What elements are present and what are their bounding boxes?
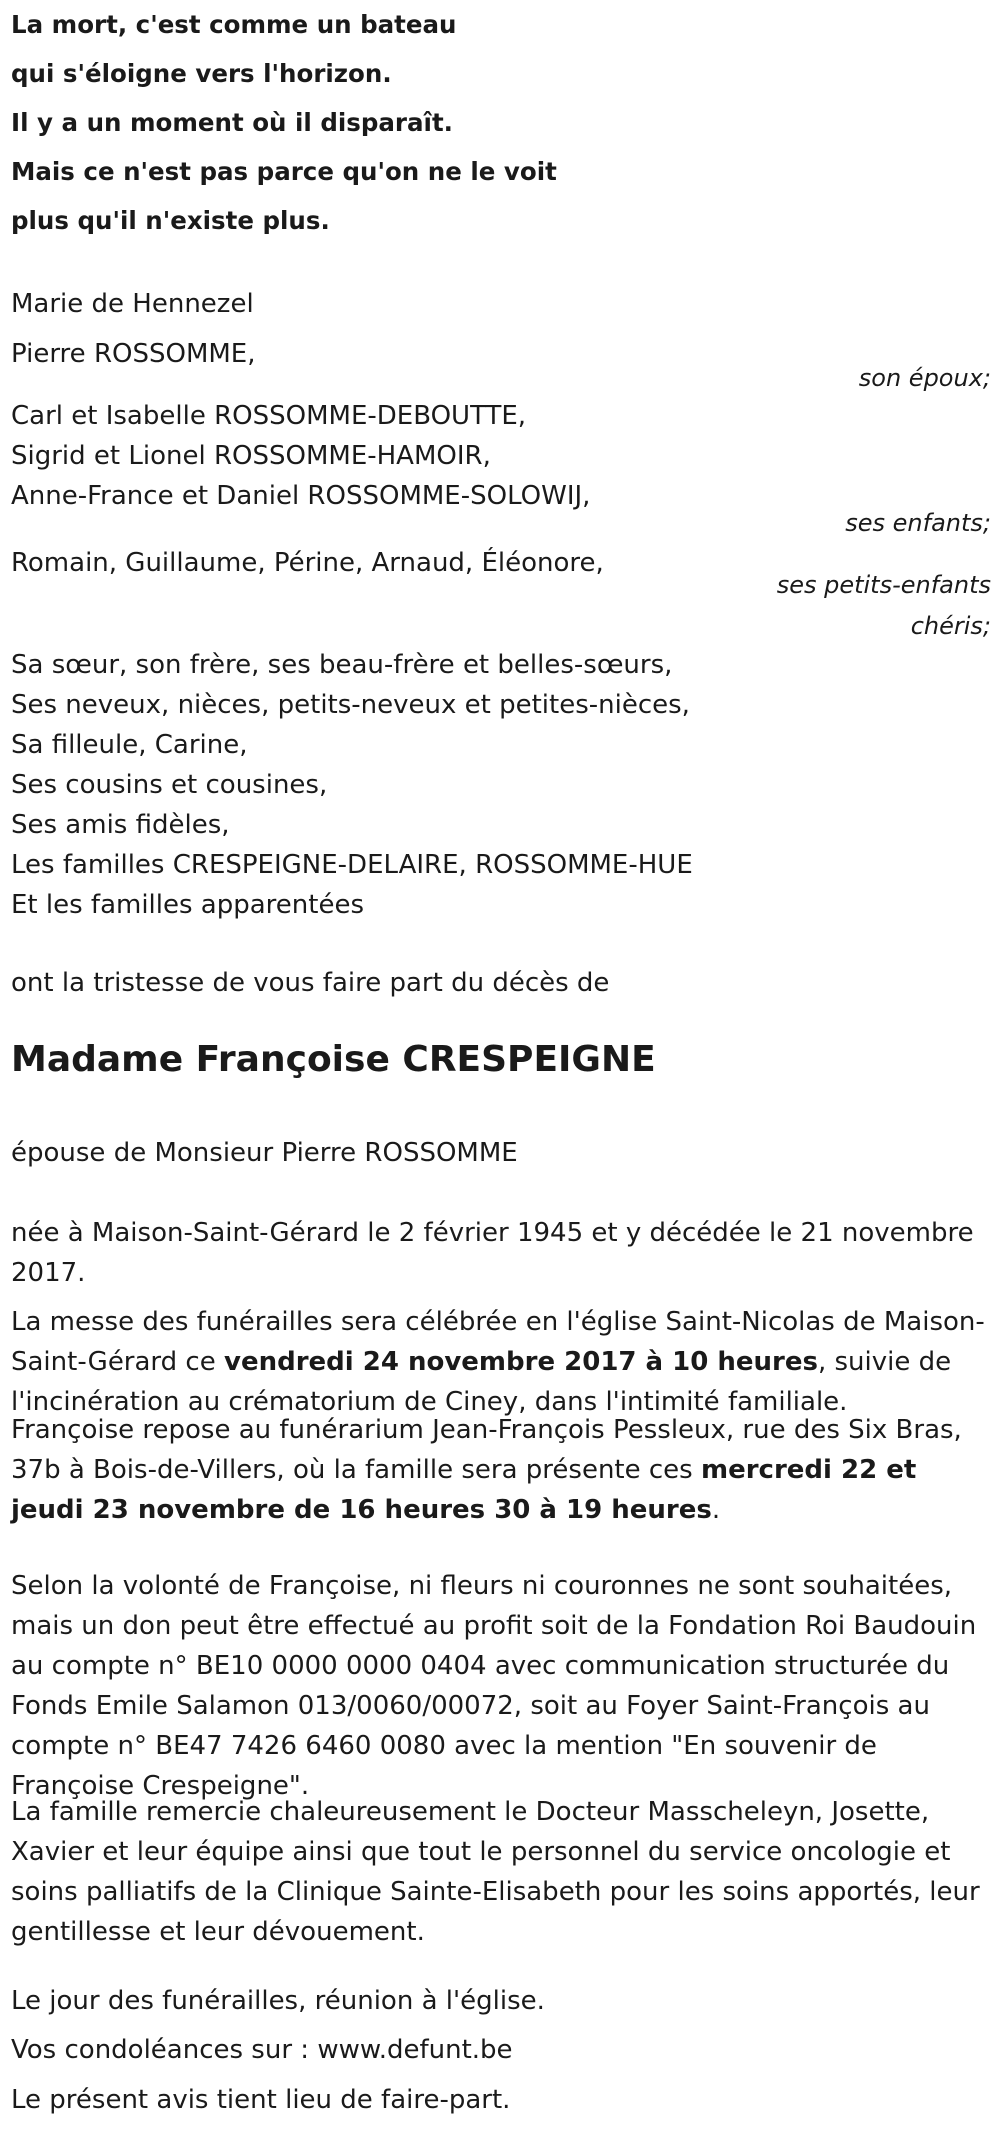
- friend-name: Marie de Hennezel: [11, 289, 254, 319]
- visitation-text: Françoise repose au funérarium Jean-François Pessleux, rue des Six Bras, 37b à Bois-de-Villers, où la famille sera présente ces: [11, 1415, 962, 1485]
- poem-line: Il y a un moment où il disparaît.: [11, 108, 453, 137]
- mass-paragraph: [11, 1302, 996, 1422]
- birth-death-paragraph: née à Maison-Saint-Gérard le 2 février 1945 et y décédée le 21 novembre 2017.: [11, 1218, 974, 1288]
- children-role: ses enfants;: [845, 509, 991, 537]
- child-line: Sigrid et Lionel ROSSOMME-HAMOIR,: [11, 441, 491, 471]
- visitation-text-end: .: [711, 1495, 721, 1525]
- visitation-paragraph: [11, 1410, 996, 1530]
- meeting-line: Le jour des funérailles, réunion à l'église.: [11, 1986, 545, 2016]
- deceased-name: Madame Françoise CRESPEIGNE: [11, 1039, 656, 1080]
- condolences-line: Vos condoléances sur : www.defunt.be: [11, 2035, 513, 2065]
- poem-line: La mort, c'est comme un bateau: [11, 10, 457, 39]
- family-line: Les familles CRESPEIGNE-DELAIRE, ROSSOMME-HUE: [11, 850, 693, 880]
- family-line: Sa sœur, son frère, ses beau-frère et belles-sœurs,: [11, 650, 673, 680]
- visitation-hours: mercredi 22 et jeudi 23 novembre de 16 heures 30 à 19 heures: [11, 1455, 917, 1525]
- family-line: Ses neveux, nièces, petits-neveux et petites-nièces,: [11, 690, 690, 720]
- poem-line: qui s'éloigne vers l'horizon.: [11, 59, 392, 88]
- spouse-role: son époux;: [858, 364, 991, 392]
- family-line: Ses amis fidèles,: [11, 810, 230, 840]
- flowers-paragraph: Selon la volonté de Françoise, ni fleurs ni couronnes ne sont souhaitées, mais un don peut être effectué au profit soit de la Fondation Roi Baudouin au compte n° BE10 0000 0000 0404 avec communication structurée du Fonds Emile Salamon 013/0060/00072, soit au Foyer Saint-François au compte n° BE47 7426 6460 0080 avec la mention "En souvenir de Françoise Crespeigne".: [11, 1571, 977, 1801]
- mass-date: vendredi 24 novembre 2017 à 10 heures: [224, 1347, 818, 1377]
- mass-text-end: , suivie de l'incinération au crématorium de Ciney, dans l'intimité familiale.: [11, 1347, 952, 1417]
- announcement: ont la tristesse de vous faire part du décès de: [11, 968, 610, 998]
- spouse-name: Pierre ROSSOMME,: [11, 339, 256, 369]
- family-line: Sa filleule, Carine,: [11, 730, 248, 760]
- family-line: Et les familles apparentées: [11, 890, 365, 920]
- grandchildren-role: chéris;: [910, 612, 991, 640]
- family-line: Ses cousins et cousines,: [11, 770, 328, 800]
- poem-line: plus qu'il n'existe plus.: [11, 206, 330, 235]
- grandchildren-role: ses petits-enfants: [776, 571, 991, 599]
- child-line: Carl et Isabelle ROSSOMME-DEBOUTTE,: [11, 401, 527, 431]
- grandchildren-names: Romain, Guillaume, Périne, Arnaud, Éléonore,: [11, 548, 604, 578]
- mass-text: La messe des funérailles sera célébrée en l'église Saint-Nicolas de Maison-Saint-Gérard ce: [11, 1307, 985, 1377]
- child-line: Anne-France et Daniel ROSSOMME-SOLOWIJ,: [11, 481, 591, 511]
- poem-line: Mais ce n'est pas parce qu'on ne le voit: [11, 157, 557, 186]
- thanks-paragraph: La famille remercie chaleureusement le Docteur Masscheleyn, Josette, Xavier et leur équipe ainsi que tout le personnel du service oncologie et soins palliatifs de la Clinique Sainte-Elisabeth pour les soins apportés, leur gentillesse et leur dévouement.: [11, 1797, 980, 1947]
- notice-line: Le présent avis tient lieu de faire-part.: [11, 2085, 511, 2115]
- family-list: [11, 645, 693, 925]
- spouse-of: épouse de Monsieur Pierre ROSSOMME: [11, 1138, 518, 1168]
- poem: [11, 8, 557, 253]
